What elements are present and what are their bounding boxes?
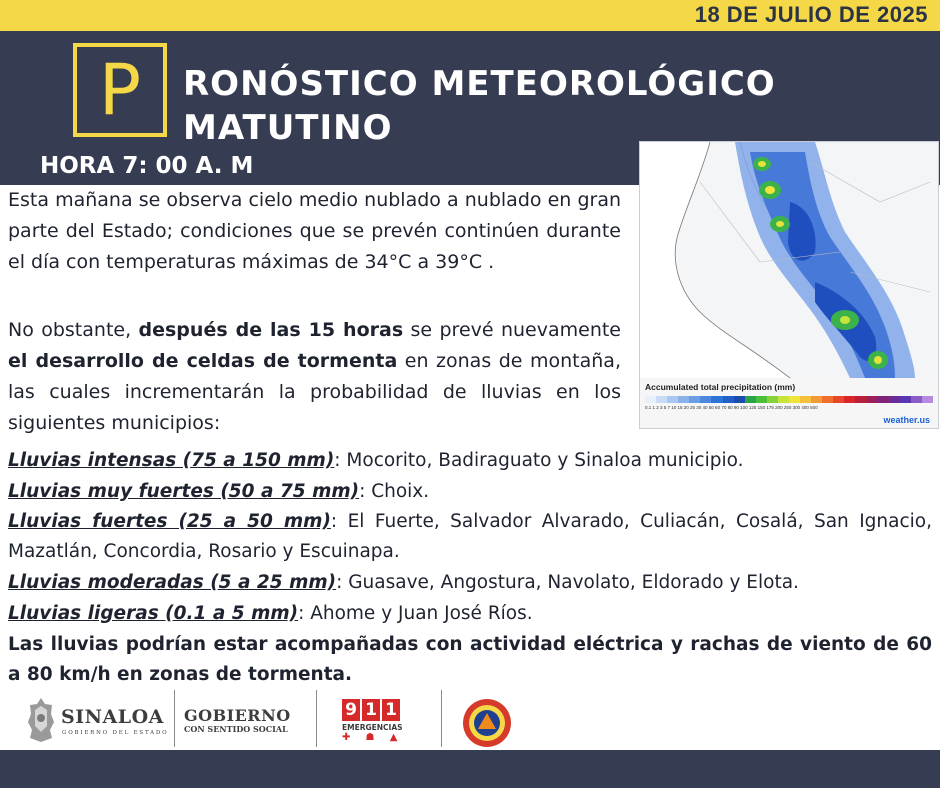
scale-swatch [800,396,811,403]
scale-swatch [911,396,922,403]
map-caption: Accumulated total precipitation (mm) [645,382,796,392]
scale-swatch [645,396,656,403]
map-legend [640,378,938,428]
logo-divider [316,690,317,747]
title-initial-box [73,43,167,137]
e911-digits [342,699,403,721]
emergencias-911-logo [342,699,403,743]
rain-category-label: Lluvias fuertes (25 a 50 mm) [8,511,331,532]
rain-muy-fuertes [8,477,429,507]
rain-fuertes [8,507,932,567]
intro-paragraph-2 [8,315,621,439]
sinaloa-logo-text: SINALOA [61,706,164,728]
emergency-services-icons: ✚ ☗ ▲ [342,732,404,743]
scale-swatch [900,396,911,403]
intro-emphasis: después de las 15 horas [138,319,404,341]
scale-swatch [867,396,878,403]
scale-swatch [700,396,711,403]
weather-us-logo: weather.us [883,415,930,425]
rain-category-label: Lluvias moderadas (5 a 25 mm) [8,572,337,593]
storm-warning: Las lluvias podrían estar acompañadas con actividad eléctrica y rachas de viento de 60 a 80 km/h en zonas de tormenta. [8,634,932,685]
scale-swatch [767,396,778,403]
map-color-scale [645,396,933,403]
scale-swatch [745,396,756,403]
rain-ligeras [8,599,533,629]
scale-swatch [811,396,822,403]
sinaloa-logo-subtitle: GOBIERNO DEL ESTADO [62,730,169,736]
intro-text: No obstante, [8,319,139,341]
e911-digit: 1 [362,699,380,721]
precipitation-map-graphic [640,142,938,378]
scale-swatch [656,396,667,403]
hour-label: HORA 7: 00 A. M [40,153,254,179]
intro-paragraph-1: Esta mañana se observa cielo medio nublado a nublado en gran parte del Estado; condiciones que se prevén continúen durante el día con temperaturas máximas de 34°C a 39°C . [8,189,621,273]
scale-swatch [711,396,722,403]
logo-divider [441,690,442,747]
intro-emphasis: el desarrollo de celdas de tormenta [8,350,398,372]
rain-category-label: Lluvias ligeras (0.1 a 5 mm) [8,603,299,624]
rain-municipios: : Mocorito, Badiraguato y Sinaloa municipio. [334,450,744,471]
gobierno-logo-text: GOBIERNO [184,706,291,725]
rain-municipios: : Guasave, Angostura, Navolato, Eldorado y Elota. [336,572,799,593]
date-label: 18 DE JULIO DE 2025 [694,2,928,27]
precipitation-map [639,141,939,429]
map-scale-ticks: 0.1 1 2 3 5 7 10 15 20 25 30 40 50 60 70 80 90 100 125 150 175 200 250 300 400 500 [645,405,818,410]
e911-digit: 9 [342,699,360,721]
intro-text: en zonas de montaña, las cuales incrementarán la probabilidad de lluvias en los siguientes municipios: [8,350,621,434]
scale-swatch [822,396,833,403]
e911-label: EMERGENCIAS [342,723,403,732]
scale-swatch [789,396,800,403]
scale-swatch [778,396,789,403]
scale-swatch [756,396,767,403]
scale-swatch [844,396,855,403]
scale-swatch [723,396,734,403]
rain-intensas [8,446,744,476]
page-title-line2: MATUTINO [183,108,393,148]
scale-swatch [855,396,866,403]
scale-swatch [889,396,900,403]
scale-swatch [833,396,844,403]
scale-swatch [689,396,700,403]
rain-municipios: : Choix. [359,481,430,502]
scale-swatch [922,396,933,403]
scale-swatch [734,396,745,403]
proteccion-civil-seal-icon [462,698,512,748]
e911-digit: 1 [382,699,400,721]
page-title-line1: RONÓSTICO METEOROLÓGICO [183,64,776,104]
logo-divider [174,690,175,747]
sinaloa-emblem-icon [26,696,56,744]
title-initial: P [98,49,142,131]
scale-swatch [678,396,689,403]
rain-category-label: Lluvias muy fuertes (50 a 75 mm) [8,481,360,502]
rain-moderadas [8,568,799,598]
scale-swatch [878,396,889,403]
intro-text: se prevé nuevamente [403,319,622,341]
gobierno-logo-subtitle: CON SENTIDO SOCIAL [184,724,288,734]
rain-municipios: : Ahome y Juan José Ríos. [298,603,533,624]
rain-municipios: : El Fuerte, Salvador Alvarado, Culiacán, Cosalá, San Ignacio, Mazatlán, Concordia, Rosario y Escuinapa. [8,511,932,562]
scale-swatch [667,396,678,403]
bottom-bar [0,750,940,788]
rain-category-label: Lluvias intensas (75 a 150 mm) [8,450,335,471]
